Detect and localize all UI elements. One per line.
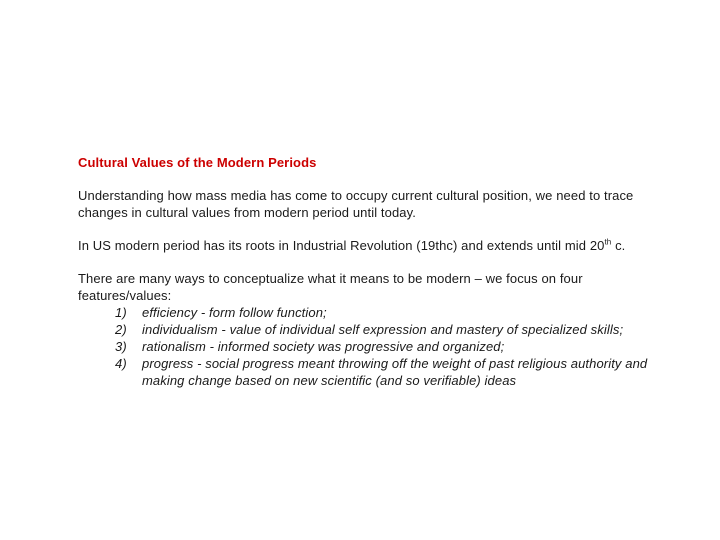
slide-title: Cultural Values of the Modern Periods	[78, 155, 317, 170]
list-item	[78, 304, 648, 321]
ordinal-suffix: th	[604, 237, 612, 247]
list-item-number: 3)	[115, 339, 127, 354]
list-item-text: individualism - value of individual self expression and mastery of specialized skills;	[142, 322, 624, 337]
slide-content	[78, 154, 648, 389]
modern-period-text-end: c.	[611, 238, 626, 253]
list-item	[78, 321, 648, 338]
values-intro-paragraph: There are many ways to conceptualize what it means to be modern – we focus on four features/values:	[78, 271, 583, 303]
list-item	[78, 338, 648, 355]
list-item-number: 2)	[115, 322, 127, 337]
values-list	[78, 304, 648, 389]
list-item	[78, 355, 648, 389]
list-item-text: efficiency - form follow function;	[142, 305, 327, 320]
modern-period-text: In US modern period has its roots in Industrial Revolution (19thc) and extends until mid 20	[78, 238, 605, 253]
list-item-text: progress - social progress meant throwing off the weight of past religious authority and making change based on new scientific (and so verifiable) ideas	[142, 356, 648, 388]
list-item-text: rationalism - informed society was progressive and organized;	[142, 339, 505, 354]
modern-period-paragraph	[78, 237, 648, 254]
list-item-number: 1)	[115, 305, 127, 320]
intro-paragraph: Understanding how mass media has come to occupy current cultural position, we need to trace changes in cultural values from modern period until today.	[78, 188, 634, 220]
list-item-number: 4)	[115, 356, 127, 371]
